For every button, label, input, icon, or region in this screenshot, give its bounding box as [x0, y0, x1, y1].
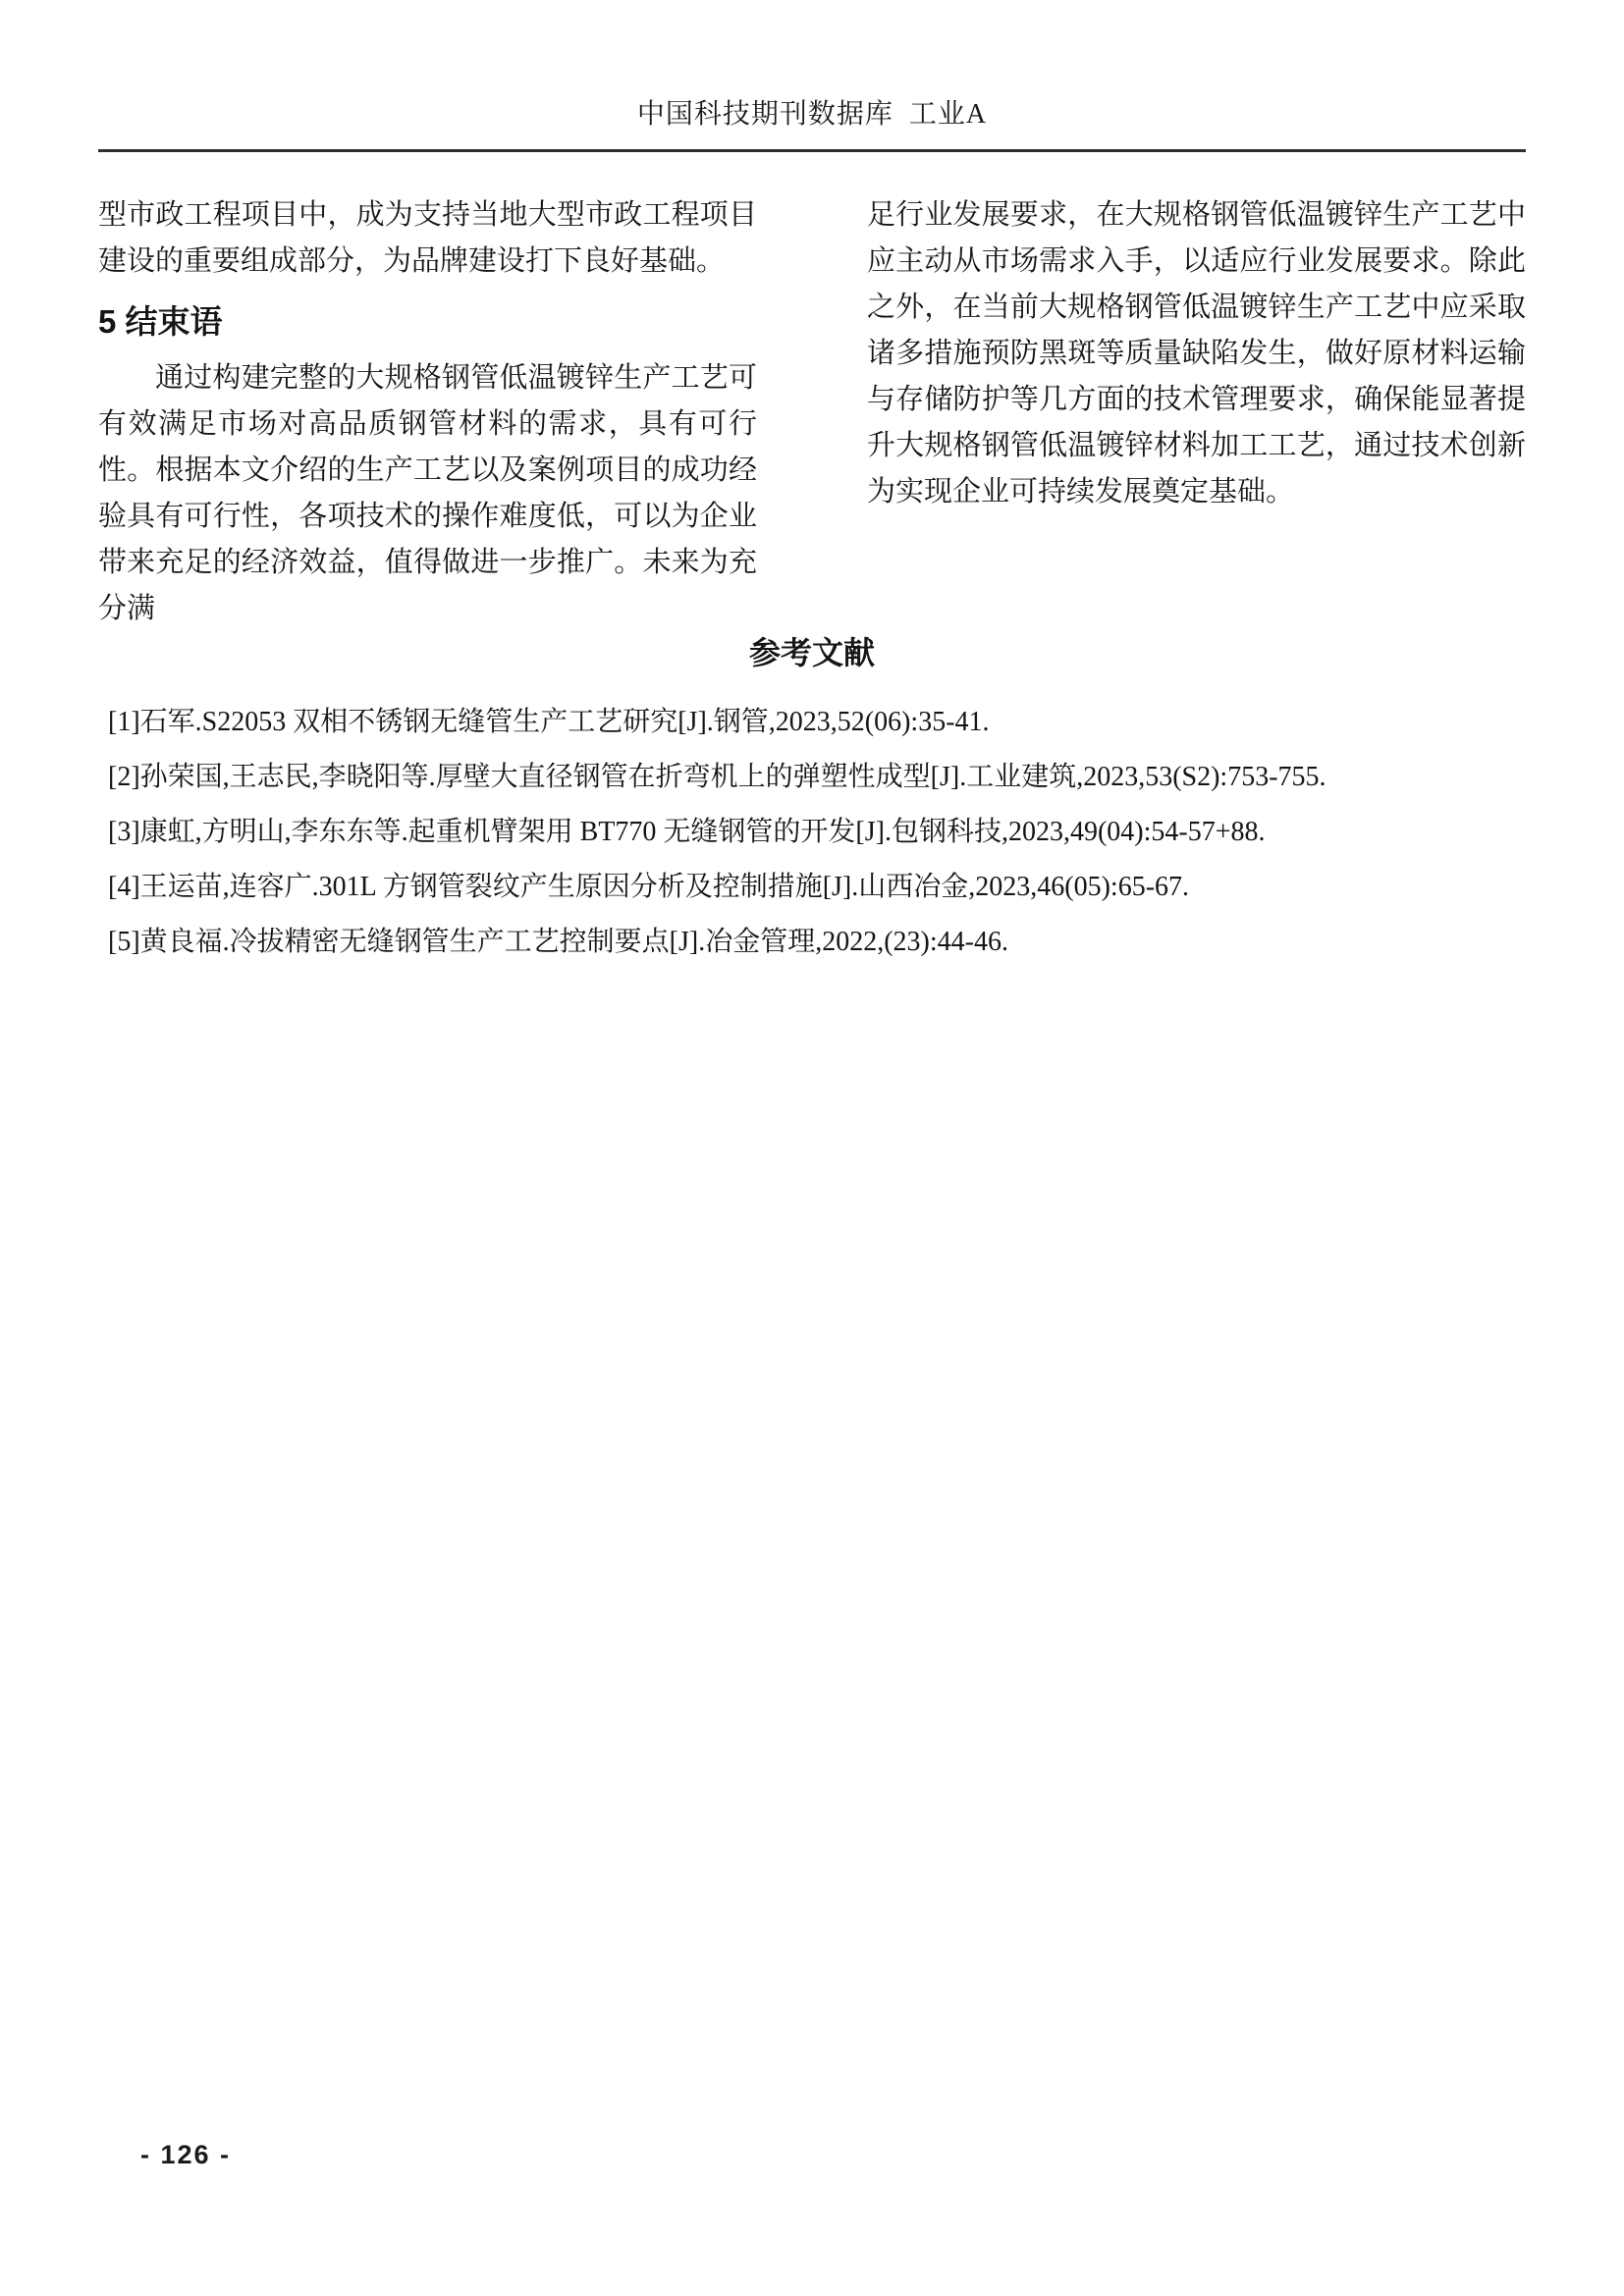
journal-header: 中国科技期刊数据库 工业A: [636, 99, 988, 130]
page-number: - 126 -: [140, 2140, 232, 2169]
references-section: [98, 628, 1526, 970]
reference-list: [98, 695, 1526, 970]
reference-item-4: [4]王运苗,连容广.301L 方钢管裂纹产生原因分析及控制措施[J].山西冶金,2023,46(05):65-67.: [108, 872, 1190, 902]
header-rule: [98, 149, 1526, 152]
reference-item-2: [2]孙荣国,王志民,李晓阳等.厚壁大直径钢管在折弯机上的弹塑性成型[J].工业建筑,2023,53(S2):753-755.: [108, 762, 1326, 792]
reference-item-5: [5]黄良福.冷拔精密无缝钢管生产工艺控制要点[J].冶金管理,2022,(23):44-46.: [108, 927, 1008, 957]
body-columns: [98, 192, 1526, 632]
left-continuation-paragraph: 型市政工程项目中，成为支持当地大型市政工程项目建设的重要组成部分，为品牌建设打下良好基础。: [98, 199, 757, 277]
reference-item-3: [3]康虹,方明山,李东东等.起重机臂架用 BT770 无缝钢管的开发[J].包钢科技,2023,49(04):54-57+88.: [108, 817, 1266, 847]
left-column: [98, 192, 757, 632]
references-heading: 参考文献: [748, 635, 875, 670]
left-conclusion-paragraph: 通过构建完整的大规格钢管低温镀锌生产工艺可有效满足市场对高品质钢管材料的需求，具有可行性。根据本文介绍的生产工艺以及案例项目的成功经验具有可行性，各项技术的操作难度低，可以为企业带来充足的经济效益，值得做进一步推广。未来为充分满: [98, 362, 757, 624]
right-continuation-paragraph: 足行业发展要求，在大规格钢管低温镀锌生产工艺中应主动从市场需求入手，以适应行业发展要求。除此之外，在当前大规格钢管低温镀锌生产工艺中应采取诸多措施预防黑斑等质量缺陷发生，做好原材料运输与存储防护等几方面的技术管理要求，确保能显著提升大规格钢管低温镀锌材料加工工艺，通过技术创新为实现企业可持续发展奠定基础。: [867, 199, 1526, 507]
section-heading-conclusion: 5 结束语: [98, 303, 223, 340]
reference-item-1: [1]石军.S22053 双相不锈钢无缝管生产工艺研究[J].钢管,2023,52(06):35-41.: [108, 707, 990, 737]
right-column: [867, 192, 1526, 632]
